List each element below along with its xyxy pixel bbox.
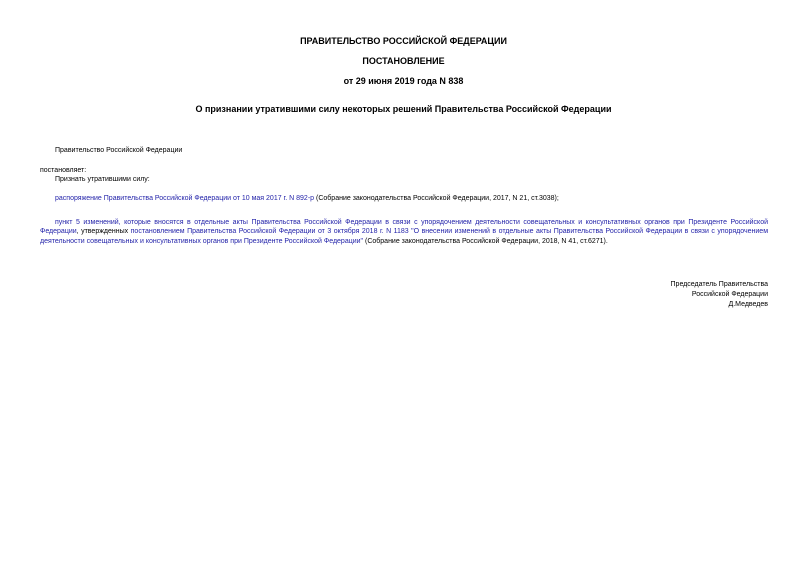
decides-text: постановляет: xyxy=(40,167,87,174)
intro-text: Правительство Российской Федерации xyxy=(55,147,183,154)
item-2-approved-text: , утвержденных xyxy=(76,228,131,236)
signature-name: Д.Медведев xyxy=(728,301,768,308)
repealed-item-1 xyxy=(55,194,559,203)
repealed-item-2 xyxy=(40,218,768,246)
government-heading: ПРАВИТЕЛЬСТВО РОССИЙСКОЙ ФЕДЕРАЦИИ xyxy=(300,36,507,46)
document-title: О признании утратившими силу некоторых решений Правительства Российской Федерации xyxy=(195,104,612,114)
document-date-number: от 29 июня 2019 года N 838 xyxy=(343,76,464,86)
item-5-changes-link[interactable]: пункт 5 изменений, которые вносятся в отдельные акты Правительства Российской Федерации в связи с упорядочением деятельности совещательных и консультативных органов при Президенте Российской Федерации xyxy=(40,219,768,236)
item-1-source: (Собрание законодательства Российской Федерации, 2017, N 21, ст.3038); xyxy=(314,195,559,202)
item-2-source: (Собрание законодательства Российской Федерации, 2018, N 41, ст.6271). xyxy=(363,237,608,245)
resolution-1183-link[interactable]: постановлением Правительства Российской Федерации от 3 октября 2018 г. N 1183 "О внесении изменений в отдельные акты Правительства Российской Федерации в связи с упорядочением деятельности совещательных и консультативных органов при Президенте Российской Федерации" xyxy=(40,228,769,245)
order-892-link[interactable]: распоряжение Правительства Российской Федерации от 10 мая 2017 г. N 892-р xyxy=(55,195,315,202)
declare-text: Признать утратившими силу: xyxy=(55,176,150,183)
signature-title-line-1: Председатель Правительства xyxy=(670,281,768,288)
signature-title-line-2: Российской Федерации xyxy=(691,291,768,298)
document-type-heading: ПОСТАНОВЛЕНИЕ xyxy=(362,56,445,66)
